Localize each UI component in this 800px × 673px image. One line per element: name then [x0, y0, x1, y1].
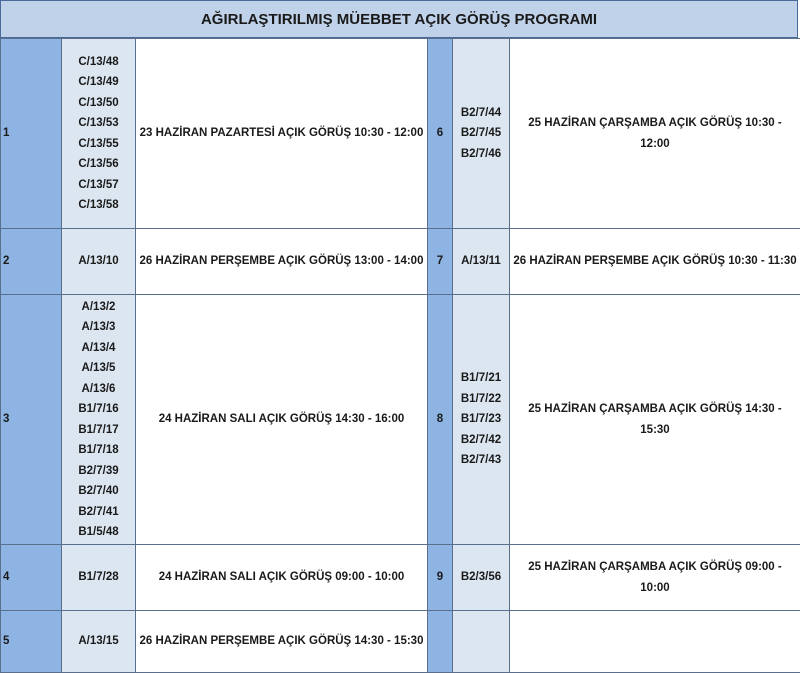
- group-number: 3: [1, 295, 62, 545]
- group-number: 2: [1, 229, 62, 295]
- visit-schedule: 25 HAZİRAN ÇARŞAMBA AÇIK GÖRÜŞ 10:30 - 12:00: [510, 39, 800, 229]
- page-title: AĞIRLAŞTIRILMIŞ MÜEBBET AÇIK GÖRÜŞ PROGRAMI: [0, 0, 798, 38]
- ward-code: C/13/53: [64, 113, 133, 134]
- ward-code: B2/7/43: [455, 450, 507, 471]
- ward-code: B1/7/18: [64, 440, 133, 461]
- ward-code: B1/5/48: [64, 522, 133, 543]
- ward-code: C/13/48: [64, 52, 133, 73]
- table-row: [1, 229, 800, 295]
- ward-code: B2/7/42: [455, 430, 507, 451]
- ward-code: B1/7/23: [455, 409, 507, 430]
- visit-schedule: 25 HAZİRAN ÇARŞAMBA AÇIK GÖRÜŞ 14:30 - 15:30: [510, 295, 800, 545]
- visit-schedule: 24 HAZİRAN SALI AÇIK GÖRÜŞ 14:30 - 16:00: [136, 295, 428, 545]
- ward-code: A/13/11: [455, 251, 507, 272]
- visit-schedule: 26 HAZİRAN PERŞEMBE AÇIK GÖRÜŞ 10:30 - 11:30: [510, 229, 800, 295]
- group-number: 5: [1, 611, 62, 673]
- visit-schedule: [510, 611, 800, 673]
- group-number: 1: [1, 39, 62, 229]
- ward-code: A/13/4: [64, 338, 133, 359]
- ward-codes: [62, 611, 136, 673]
- ward-code: B2/7/40: [64, 481, 133, 502]
- ward-code: C/13/50: [64, 93, 133, 114]
- ward-code: B2/7/39: [64, 461, 133, 482]
- ward-codes: [453, 545, 510, 611]
- ward-codes: [62, 39, 136, 229]
- table-row: [1, 295, 800, 545]
- group-number: 6: [428, 39, 453, 229]
- ward-codes: [453, 295, 510, 545]
- ward-code: B1/7/28: [64, 567, 133, 588]
- ward-code: C/13/56: [64, 154, 133, 175]
- ward-code: A/13/6: [64, 379, 133, 400]
- ward-code: B1/7/17: [64, 420, 133, 441]
- group-number: 8: [428, 295, 453, 545]
- group-number: [428, 611, 453, 673]
- ward-code: A/13/2: [64, 297, 133, 318]
- ward-code: B2/7/44: [455, 103, 507, 124]
- table-row: [1, 39, 800, 229]
- group-number: 9: [428, 545, 453, 611]
- ward-codes: [62, 295, 136, 545]
- ward-code: C/13/58: [64, 195, 133, 216]
- visit-schedule: 25 HAZİRAN ÇARŞAMBA AÇIK GÖRÜŞ 09:00 - 10:00: [510, 545, 800, 611]
- ward-code: A/13/3: [64, 317, 133, 338]
- schedule-table: [0, 38, 800, 673]
- ward-code: A/13/5: [64, 358, 133, 379]
- ward-codes: [62, 229, 136, 295]
- visit-schedule: 23 HAZİRAN PAZARTESİ AÇIK GÖRÜŞ 10:30 - 12:00: [136, 39, 428, 229]
- table-row: [1, 545, 800, 611]
- visit-schedule: 26 HAZİRAN PERŞEMBE AÇIK GÖRÜŞ 13:00 - 14:00: [136, 229, 428, 295]
- ward-code: C/13/55: [64, 134, 133, 155]
- ward-code: B1/7/22: [455, 389, 507, 410]
- ward-code: B1/7/16: [64, 399, 133, 420]
- ward-codes: [453, 229, 510, 295]
- table-row: [1, 611, 800, 673]
- ward-codes: [453, 39, 510, 229]
- ward-code: B2/3/56: [455, 567, 507, 588]
- ward-codes: [453, 611, 510, 673]
- visit-schedule: 24 HAZİRAN SALI AÇIK GÖRÜŞ 09:00 - 10:00: [136, 545, 428, 611]
- ward-code: B2/7/45: [455, 123, 507, 144]
- ward-code: C/13/57: [64, 175, 133, 196]
- visit-schedule: 26 HAZİRAN PERŞEMBE AÇIK GÖRÜŞ 14:30 - 15:30: [136, 611, 428, 673]
- ward-code: A/13/15: [64, 631, 133, 652]
- group-number: 4: [1, 545, 62, 611]
- ward-codes: [62, 545, 136, 611]
- group-number: 7: [428, 229, 453, 295]
- ward-code: B2/7/46: [455, 144, 507, 165]
- ward-code: C/13/49: [64, 72, 133, 93]
- ward-code: B1/7/21: [455, 368, 507, 389]
- ward-code: A/13/10: [64, 251, 133, 272]
- ward-code: B2/7/41: [64, 502, 133, 523]
